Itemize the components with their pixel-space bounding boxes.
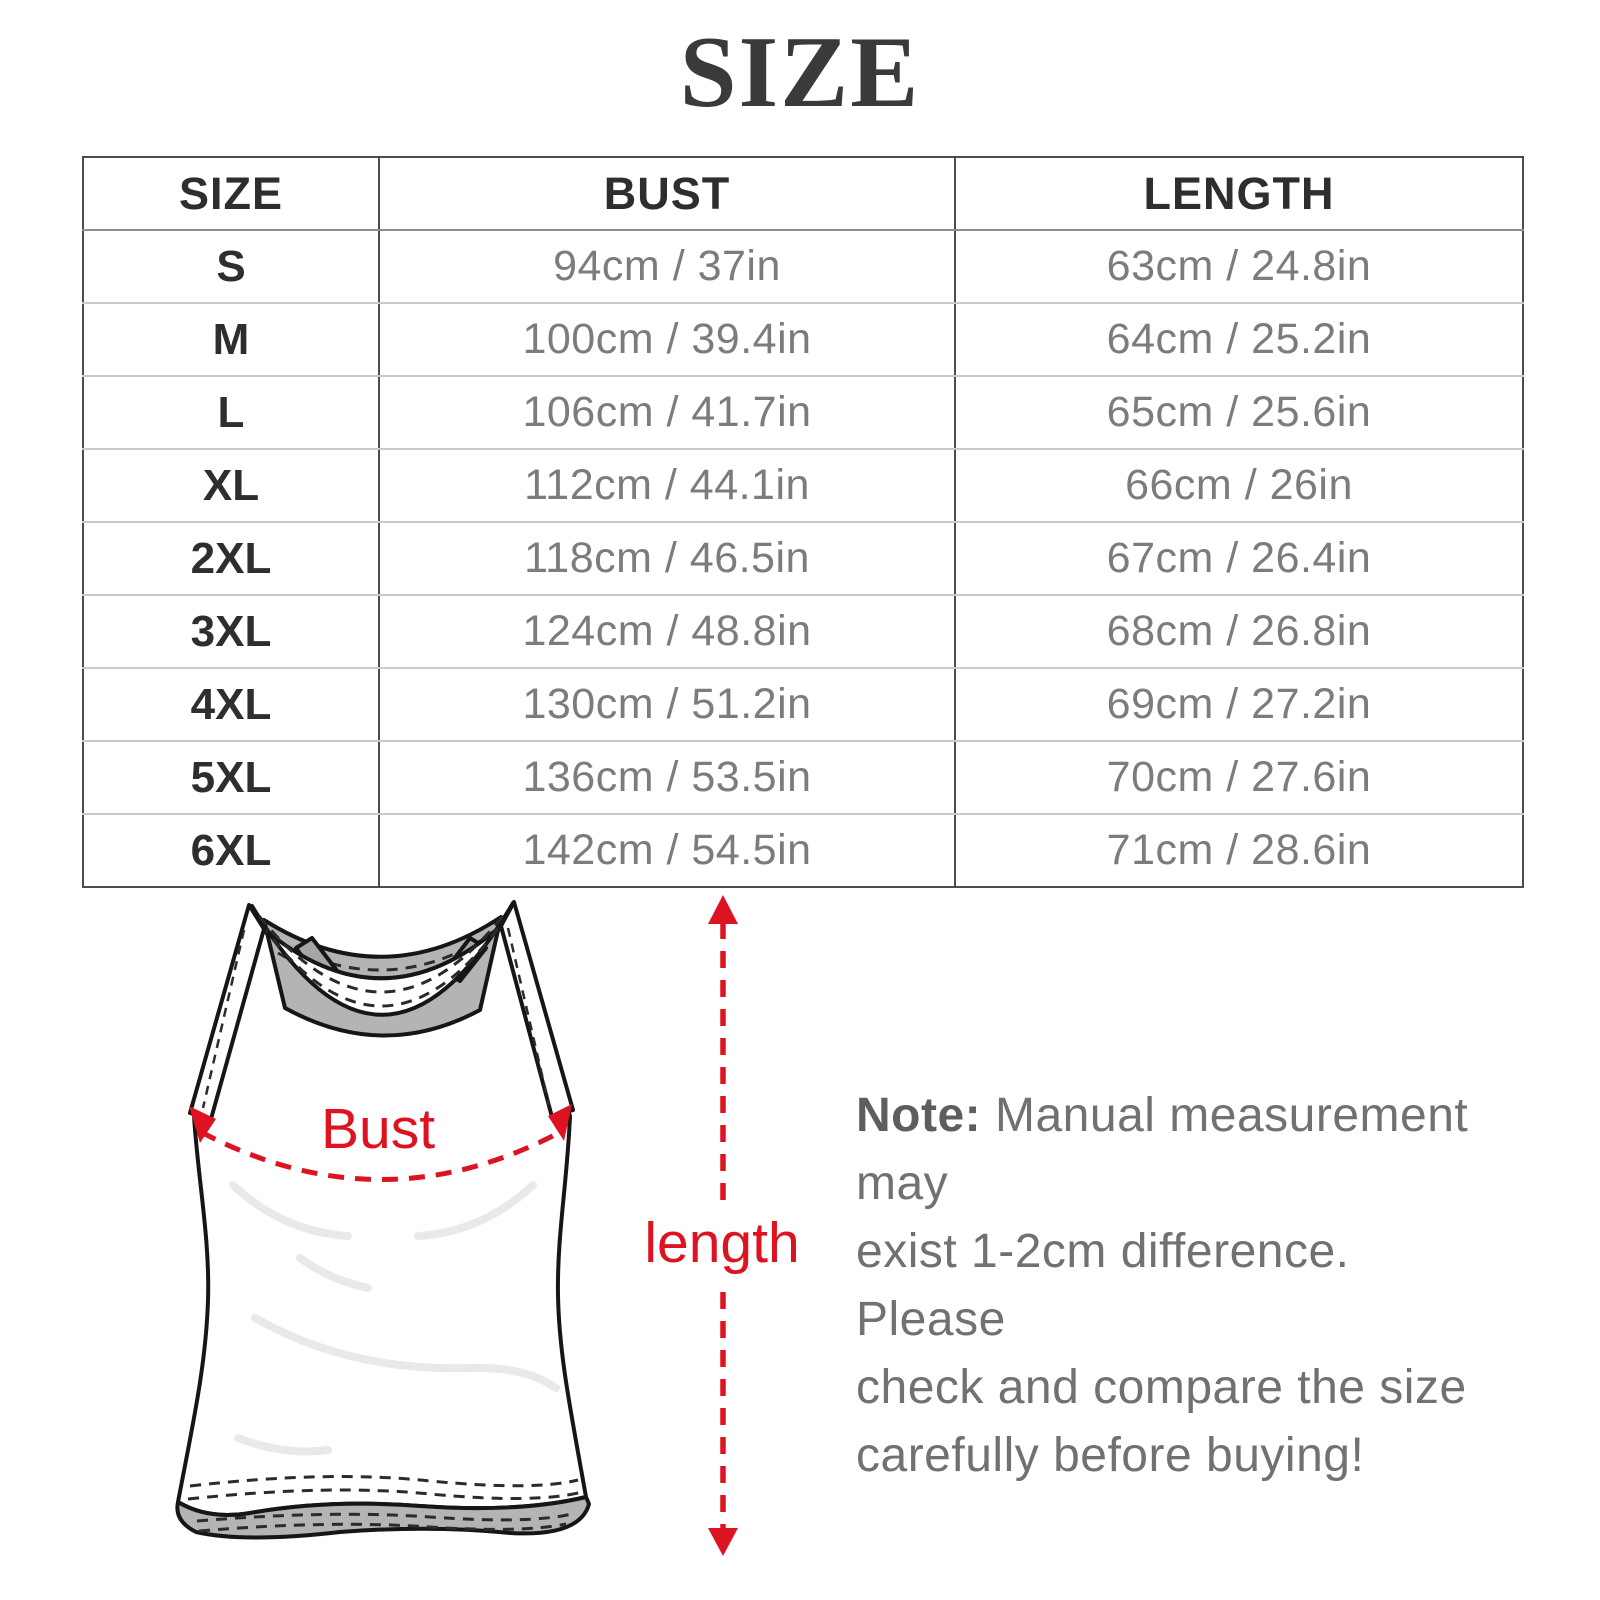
- bust-label: Bust: [320, 1097, 436, 1161]
- length-cell: 67cm / 26.4in: [955, 522, 1523, 595]
- bust-cell: 136cm / 53.5in: [379, 741, 955, 814]
- size-cell: XL: [83, 449, 379, 522]
- size-cell: 5XL: [83, 741, 379, 814]
- header-row: [83, 157, 1523, 230]
- table-row: [83, 376, 1523, 449]
- length-cell: 70cm / 27.6in: [955, 741, 1523, 814]
- table-row: [83, 449, 1523, 522]
- bust-cell: 94cm / 37in: [379, 230, 955, 303]
- length-cell: 63cm / 24.8in: [955, 230, 1523, 303]
- measurement-note: [856, 1082, 1496, 1490]
- length-cell: 68cm / 26.8in: [955, 595, 1523, 668]
- bust-cell: 142cm / 54.5in: [379, 814, 955, 887]
- note-line: exist 1-2cm difference. Please: [856, 1225, 1350, 1346]
- size-cell: 2XL: [83, 522, 379, 595]
- size-cell: L: [83, 376, 379, 449]
- page-title: SIZE: [679, 16, 921, 129]
- length-cell: 64cm / 25.2in: [955, 303, 1523, 376]
- bust-cell: 124cm / 48.8in: [379, 595, 955, 668]
- length-label: length: [644, 1211, 800, 1275]
- size-table: [82, 156, 1524, 888]
- table-row: [83, 595, 1523, 668]
- size-cell: 6XL: [83, 814, 379, 887]
- note-line: carefully before buying!: [856, 1429, 1365, 1482]
- note-line: Note: Manual measurement may: [856, 1089, 1469, 1210]
- note-label: Note:: [856, 1089, 982, 1142]
- bust-cell: 100cm / 39.4in: [379, 303, 955, 376]
- size-cell: S: [83, 230, 379, 303]
- size-table-header: [83, 157, 1523, 230]
- size-cell: 4XL: [83, 668, 379, 741]
- length-arrowhead-top: [708, 895, 738, 924]
- length-cell: 66cm / 26in: [955, 449, 1523, 522]
- bust-cell: 130cm / 51.2in: [379, 668, 955, 741]
- length-cell: 71cm / 28.6in: [1106, 826, 1372, 874]
- column-header-bust: BUST: [379, 157, 955, 230]
- bust-cell: 118cm / 46.5in: [379, 522, 955, 595]
- bust-cell: 112cm / 44.1in: [379, 449, 955, 522]
- length-cell: 65cm / 25.6in: [955, 376, 1523, 449]
- column-header-length: LENGTH: [955, 157, 1523, 230]
- size-cell: 3XL: [83, 595, 379, 668]
- size-cell: M: [83, 303, 379, 376]
- size-table-body: [83, 230, 1523, 887]
- note-line: check and compare the size: [856, 1361, 1467, 1414]
- column-header-size: SIZE: [83, 157, 379, 230]
- length-cell: 69cm / 27.2in: [955, 668, 1523, 741]
- length-arrowhead-bottom: [708, 1528, 738, 1556]
- table-row: [83, 522, 1523, 595]
- table-row: [83, 230, 1523, 303]
- table-row: [83, 303, 1523, 376]
- table-row: [83, 741, 1523, 814]
- table-row: [83, 668, 1523, 741]
- bust-cell: 106cm / 41.7in: [379, 376, 955, 449]
